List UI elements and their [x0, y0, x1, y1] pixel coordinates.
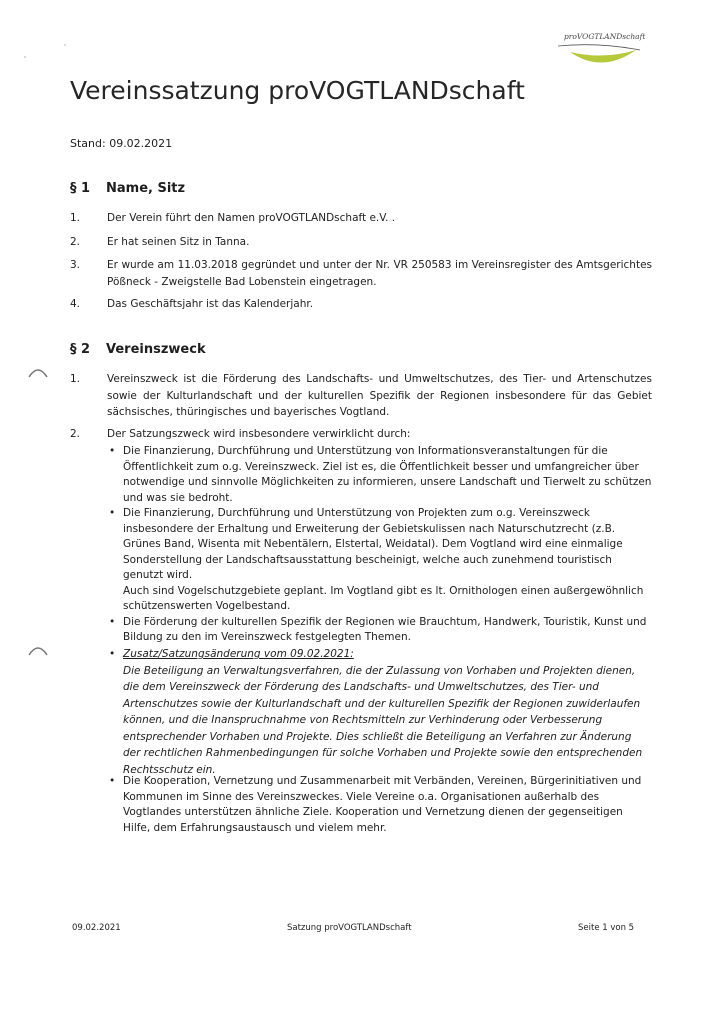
item-number: 4.: [70, 298, 81, 310]
item-number: 1.: [70, 373, 81, 385]
section-heading-2: [70, 342, 206, 357]
footer-date: 09.02.2021: [72, 923, 121, 933]
section-heading-1: [70, 181, 185, 196]
list-item: [70, 426, 652, 443]
list-item: [70, 234, 652, 251]
punch-hole-icon: [28, 366, 48, 378]
item-number: 2.: [70, 236, 81, 248]
section-number: § 2: [70, 342, 91, 357]
bullet-item: [107, 774, 652, 836]
document-date: Stand: 09.02.2021: [70, 137, 173, 150]
section-title: Vereinszweck: [106, 342, 206, 357]
bullet-item: [107, 506, 652, 615]
list-item: [70, 371, 652, 421]
bullet-text: • Die Förderung der kulturellen Spezifik der Regionen wie Brauchtum, Handwerk, Touristik, Kunst und Bildung zu den im Vereinszweck festgelegten Themen.: [123, 615, 647, 643]
scan-speck: [24, 56, 26, 58]
list-item: [70, 257, 652, 290]
bullet-dot-icon: •: [109, 648, 116, 660]
bullet-text: • Die Finanzierung, Durchführung und Unterstützung von Projekten zum o.g. Vereinszweck insbesondere der Erhaltung und Erweiterung der Gebietskulissen nach Naturschutzrecht (z.B. Grünes Band, Wisenta mit Nebentälern, Elstertal, Weidatal). Dem Vogtland wird eine einmalige Sonderstellung der Landschaftsausstattung bescheinigt, welche auch zunehmend touristisch genutzt wird.: [123, 507, 623, 581]
bullet-text: • Die Finanzierung, Durchführung und Unterstützung von Informationsveranstaltungen für die Öffentlichkeit zum o.g. Vereinszweck. Ziel ist es, die Öffentlichkeit besser und umfangreicher über notwendige und sinnvolle Möglichkeiten zu informieren, unsere Landschaft und Tierwelt zu schützen und was sie bedroht.: [123, 445, 652, 504]
page-title: Vereinssatzung proVOGTLANDschaft: [70, 76, 525, 105]
item-text: Er hat seinen Sitz in Tanna.: [107, 236, 250, 248]
item-number: 3.: [70, 259, 81, 271]
bullet-text: • Die Kooperation, Vernetzung und Zusammenarbeit mit Verbänden, Vereinen, Bürgerinitiativen und Kommunen im Sinne des Vereinszweckes. Viele Vereine o.a. Organisationen außerhalb des Vogtlandes unterstützen ähnliche Ziele. Kooperation und Vernetzung dienen der gegenseitigen Hilfe, dem Erfahrungsaustausch und vielem mehr.: [123, 775, 642, 834]
logo-swoosh-icon: [548, 40, 648, 70]
amendment-heading: Zusatz/Satzungsänderung vom 09.02.2021:: [123, 648, 354, 660]
section-title: Name, Sitz: [106, 181, 186, 196]
item-number: 2.: [70, 428, 81, 440]
punch-hole-icon: [28, 644, 48, 656]
item-text: Das Geschäftsjahr ist das Kalenderjahr.: [107, 298, 314, 310]
bullet-item: [107, 615, 652, 646]
bullet-text: Auch sind Vogelschutzgebiete geplant. Im Vogtland gibt es lt. Ornithologen einen außergewöhnlich schützenswerten Vogelbestand.: [123, 584, 644, 612]
bullet-list: [107, 444, 652, 646]
list-item: [70, 210, 652, 227]
item-text: Der Verein führt den Namen proVOGTLANDschaft e.V. .: [107, 212, 396, 224]
bullet-item: [107, 444, 652, 506]
footer-title: Satzung proVOGTLANDschaft: [287, 923, 412, 933]
item-text: Der Satzungszweck wird insbesondere verwirklicht durch:: [107, 428, 411, 440]
list-item: [70, 296, 652, 313]
item-number: 1.: [70, 212, 81, 224]
amendment-block: [107, 646, 652, 778]
bullet-list: [107, 774, 652, 836]
amendment-text: Die Beteiligung an Verwaltungsverfahren, die der Zulassung von Vorhaben und Projekten dienen, die dem Vereinszweck der Förderung des Landschafts- und Umweltschutzes, des Tier- und Artenschutzes sowie der Kulturlandschaft und der kulturellen Spezifik der Regionen zuwiderlaufen können, und die Inanspruchnahme von Rechtsmitteln zur Verhinderung oder Verbesserung entsprechender Vorhaben und Projekte. Dies schließt die Beteiligung an Verfahren zur Änderung der rechtlichen Rahmenbedingungen für solche Vorhaben und Projekte sowie den entsprechenden Rechtsschutz ein.: [123, 664, 643, 776]
section-number: § 1: [70, 181, 91, 196]
footer-page-number: Seite 1 von 5: [578, 923, 635, 933]
item-text: Vereinszweck ist die Förderung des Landschafts- und Umweltschutzes, des Tier- und Artenschutzes sowie der Kulturlandschaft und der kulturellen Spezifik der Regionen insbesondere für das Gebiet sächsisches, thüringisches und bayerisches Vogtland.: [107, 373, 652, 418]
logo: [548, 28, 648, 70]
item-text: Er wurde am 11.03.2018 gegründet und unter der Nr. VR 250583 im Vereinsregister des Amtsgerichtes Pößneck - Zweigstelle Bad Lobenstein eingetragen.: [107, 259, 652, 288]
logo-text: proVOGTLANDschaft: [564, 32, 646, 41]
scan-speck: [64, 44, 66, 46]
